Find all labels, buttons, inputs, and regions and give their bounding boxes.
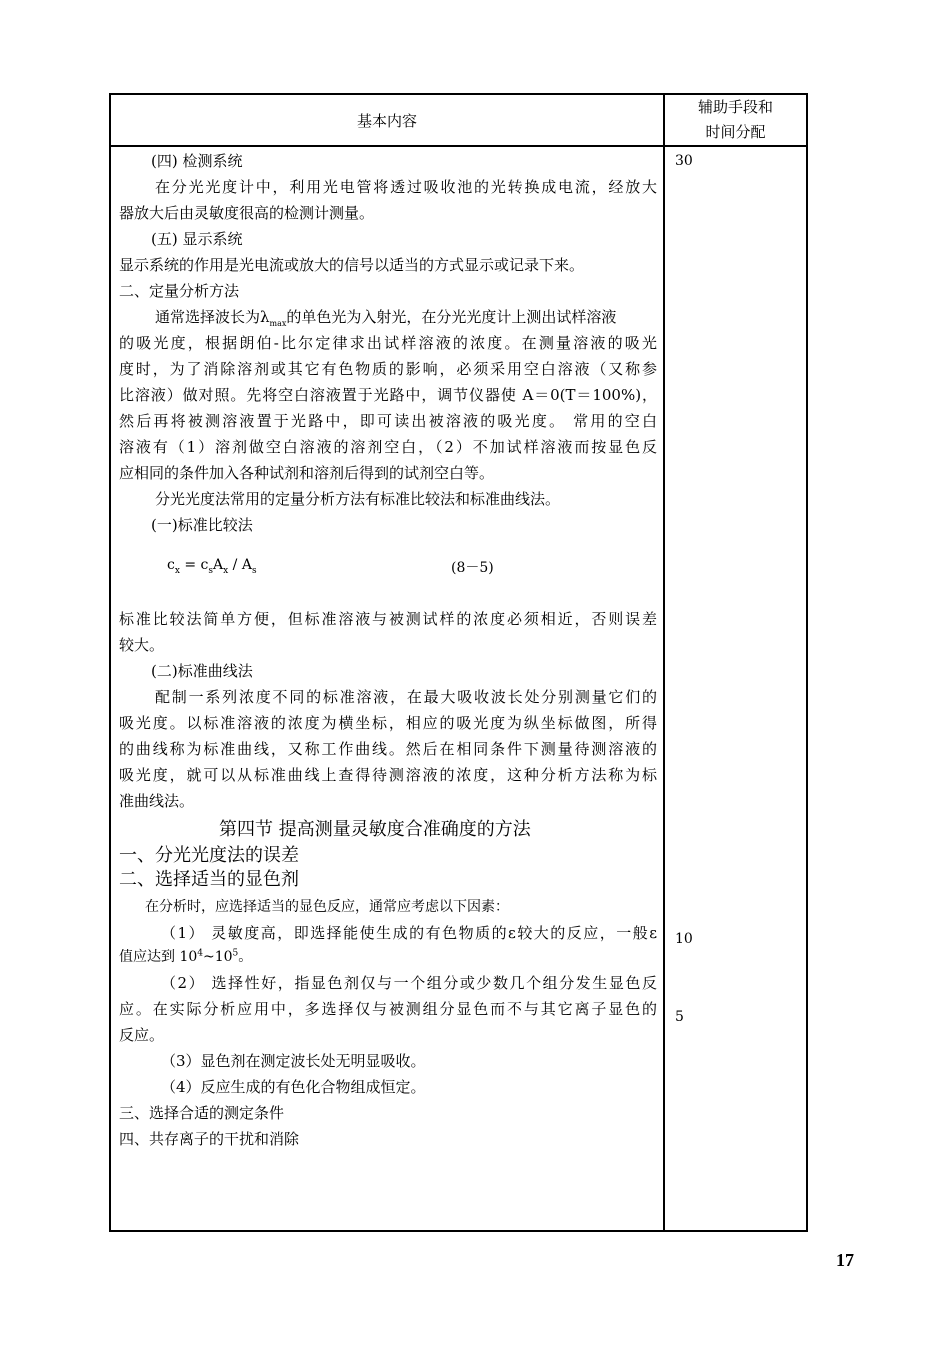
text-line: 器放大后由灵敏度很高的检测计测量。 bbox=[119, 204, 375, 222]
text-line: 的吸光度，根据朗伯-比尔定律求出试样溶液的浓度。在测量溶液的吸光 bbox=[119, 334, 657, 352]
text-line: 在分光光度计中，利用光电管将透过吸收池的光转换成电流，经放大 bbox=[155, 178, 657, 196]
text-line: （3）显色剂在测定波长处无明显吸收。 bbox=[161, 1052, 426, 1070]
section-title: 第四节 提高测量灵敏度合准确度的方法 bbox=[219, 819, 531, 840]
subheading-display: (五) 显示系统 bbox=[151, 230, 243, 248]
header-aux-line1: 辅助手段和 bbox=[697, 98, 773, 116]
text-line: （2） 选择性好，指显色剂仅与一个组分或少数几个组分发生显色反 bbox=[161, 974, 657, 992]
heading-errors: 一、分光光度法的误差 bbox=[119, 845, 299, 866]
time-allocation: 5 bbox=[675, 1009, 684, 1025]
text-line: 吸光度。以标准溶液的浓度为横坐标，相应的吸光度为纵坐标做图，所得 bbox=[119, 714, 657, 732]
text-line: 的曲线称为标准曲线，又称工作曲线。然后在相同条件下测量待测溶液的 bbox=[119, 740, 657, 758]
text-line: 溶液有（1）溶剂做空白溶液的溶剂空白，（2）不加试样溶液而按显色反 bbox=[119, 438, 657, 456]
page-number: 17 bbox=[836, 1250, 854, 1270]
lesson-plan-table bbox=[109, 93, 808, 1232]
heading-color-reagent: 二、选择适当的显色剂 bbox=[119, 869, 299, 890]
subheading-standard-curve: (二)标准曲线法 bbox=[151, 662, 253, 680]
header-aux bbox=[665, 95, 806, 147]
subheading-standard-comparison: (一)标准比较法 bbox=[151, 516, 253, 534]
header-main-content bbox=[111, 95, 665, 147]
time-allocation: 30 bbox=[675, 153, 693, 169]
text-line: 反应。 bbox=[119, 1026, 165, 1044]
text-line: 分光光度法常用的定量分析方法有标准比较法和标准曲线法。 bbox=[155, 490, 561, 508]
time-allocation: 10 bbox=[675, 931, 693, 947]
aux-column bbox=[665, 147, 806, 1230]
heading-interference: 四、共存离子的干扰和消除 bbox=[119, 1130, 300, 1148]
main-content-column bbox=[111, 147, 665, 1230]
text-line: 准曲线法。 bbox=[119, 792, 195, 810]
text-line: 然后再将被测溶液置于光路中，即可读出被溶液的吸光度。 常用的空白 bbox=[119, 412, 657, 430]
heading-quantitative: 二、定量分析方法 bbox=[119, 282, 240, 300]
formula-number: (8－5) bbox=[451, 560, 494, 576]
header-aux-line2: 时间分配 bbox=[705, 123, 766, 141]
subheading-detection: (四) 检测系统 bbox=[151, 152, 243, 170]
heading-conditions: 三、选择合适的测定条件 bbox=[119, 1104, 285, 1122]
text-line: 应。在实际分析应用中，多选择仅与被测组分显色而不与其它离子显色的 bbox=[119, 1000, 657, 1018]
text-line: 度时，为了消除溶剂或其它有色物质的影响，必须采用空白溶液（又称参 bbox=[119, 360, 657, 378]
text-line: （1） 灵敏度高，即选择能使生成的有色物质的ε较大的反应，一般ε bbox=[161, 924, 657, 942]
text-line: 配制一系列浓度不同的标准溶液，在最大吸收波长处分别测量它们的 bbox=[155, 688, 657, 706]
text-line: 通常选择波长为$\lambda_{max}$的单色光为入射光，在分光光度计上测出试样溶液 bbox=[155, 308, 617, 328]
text-line: 标准比较法简单方便，但标准溶液与被测试样的浓度必须相近，否则误差 bbox=[119, 610, 657, 628]
text-line: 显示系统的作用是光电流或放大的信号以适当的方式显示或记录下来。 bbox=[119, 256, 585, 274]
text-line: 值应达到 $10^4\sim 10^5$。 bbox=[119, 948, 253, 965]
text-line: 在分析时，应选择适当的显色反应，通常应考虑以下因素： bbox=[145, 899, 509, 915]
text-line: 吸光度，就可以从标准曲线上查得待测溶液的浓度，这种分析方法称为标 bbox=[119, 766, 657, 784]
text-line: 应相同的条件加入各种试剂和溶剂后得到的试剂空白等。 bbox=[119, 464, 495, 482]
header-main-title: 基本内容 bbox=[356, 111, 417, 130]
text-line: 较大。 bbox=[119, 636, 165, 654]
formula-8-5: $c_x = c_sA_x / A_s$ bbox=[167, 557, 257, 576]
text-line: 比溶液）做对照。先将空白溶液置于光路中，调节仪器使 A＝0(T＝100%)， bbox=[119, 386, 657, 404]
text-line: （4）反应生成的有色化合物组成恒定。 bbox=[161, 1078, 426, 1096]
